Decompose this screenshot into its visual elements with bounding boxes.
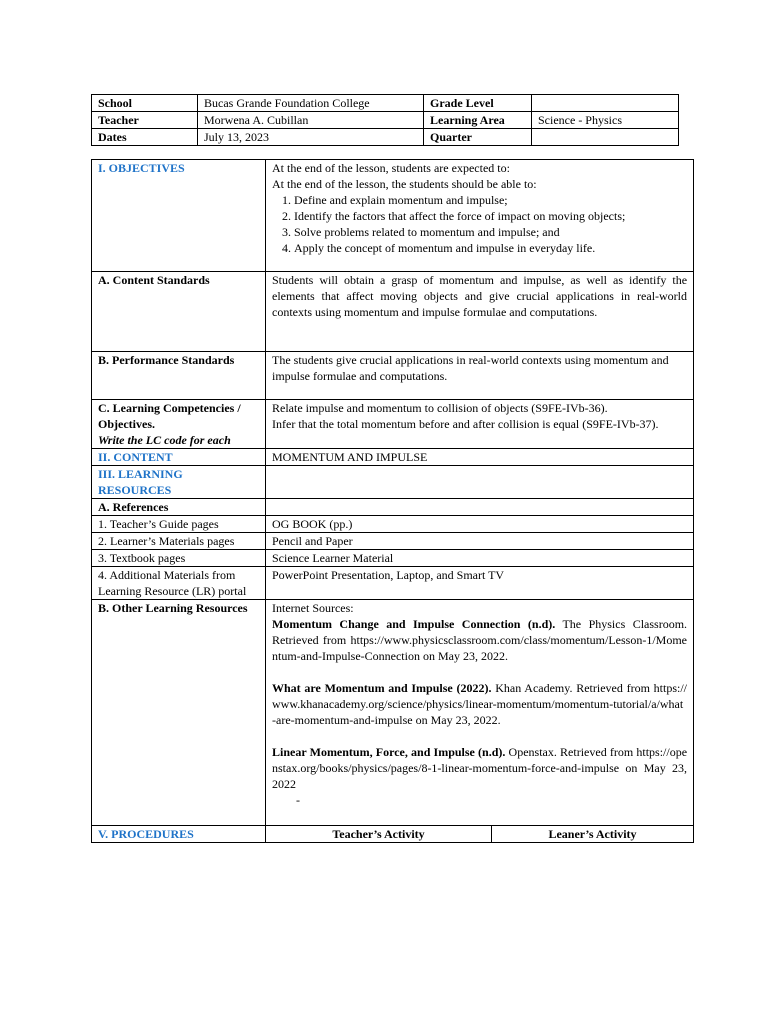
source-entry: [272, 616, 687, 664]
school-value: Bucas Grande Foundation College: [198, 95, 424, 112]
dates-value: July 13, 2023: [198, 129, 424, 146]
internet-sources-heading: Internet Sources:: [272, 601, 354, 615]
trailing-dash: -: [296, 793, 300, 807]
procedures-label: V. PROCEDURES: [92, 826, 266, 843]
learning-resources-value: [266, 466, 694, 499]
source-title: What are Momentum and Impulse (2022).: [272, 681, 492, 695]
source-publisher: Openstax. Retrieved from: [505, 745, 634, 759]
objectives-label: I. OBJECTIVES: [92, 160, 266, 272]
source-entry: [272, 744, 687, 792]
quarter-value: [532, 129, 679, 146]
competencies-label-main: C. Learning Competencies / Objectives.: [98, 401, 241, 431]
lesson-plan-table: [91, 159, 694, 843]
objectives-intro-1: At the end of the lesson, students are expected to:: [272, 161, 510, 175]
learning-area-value: Science - Physics: [532, 112, 679, 129]
resource-row-label: 1. Teacher’s Guide pages: [92, 516, 266, 533]
resource-row-label: 4. Additional Materials from Learning Resource (LR) portal: [92, 567, 266, 600]
source-date: on May 23, 2022.: [412, 713, 501, 727]
grade-level-value: [532, 95, 679, 112]
learner-activity-header: Leaner’s Activity: [492, 826, 694, 843]
objectives-list: [272, 192, 687, 256]
objectives-intro-2: At the end of the lesson, the students should be able to:: [272, 177, 537, 191]
competencies-label: [92, 400, 266, 449]
other-resources-label: B. Other Learning Resources: [92, 600, 266, 826]
resource-row-value: PowerPoint Presentation, Laptop, and Smart TV: [266, 567, 694, 600]
dates-label: Dates: [92, 129, 198, 146]
source-publisher: The Physics Classroom. Retrieved from: [272, 617, 688, 647]
performance-standards-text: The students give crucial applications in real-world contexts using momentum and impulse formulae and computations.: [266, 352, 694, 400]
source-publisher: Khan Academy. Retrieved from: [491, 681, 650, 695]
source-entry: [272, 680, 687, 728]
objectives-content: [266, 160, 694, 272]
content-standards-label: A. Content Standards: [92, 272, 266, 352]
competency-line: Relate impulse and momentum to collision of objects (S9FE-IVb-36).: [272, 401, 608, 415]
objective-item: 2. Identify the factors that affect the force of impact on moving objects;: [294, 208, 687, 224]
references-label: A. References: [92, 499, 266, 516]
references-value: [266, 499, 694, 516]
source-title: Momentum Change and Impulse Connection (n.d).: [272, 617, 556, 631]
teacher-value: Morwena A. Cubillan: [198, 112, 424, 129]
quarter-label: Quarter: [424, 129, 532, 146]
performance-standards-label: B. Performance Standards: [92, 352, 266, 400]
header-table: [91, 94, 679, 146]
source-url[interactable]: https://www.khanacademy.org/science/physics/linear-momentum/momentum-tutorial/a/what-are-momentum-and-impulse: [272, 681, 688, 727]
objective-item: 1. Define and explain momentum and impulse;: [294, 192, 687, 208]
resource-row-label: 2. Learner’s Materials pages: [92, 533, 266, 550]
competency-line: Infer that the total momentum before and after collision is equal (S9FE-IVb-37).: [272, 417, 659, 431]
other-resources-content: [266, 600, 694, 826]
objective-item: 4. Apply the concept of momentum and impulse in everyday life.: [294, 240, 687, 256]
source-url[interactable]: https://www.physicsclassroom.com/class/momentum/Lesson-1/Momentum-and-Impulse-Connection: [272, 633, 688, 663]
content-standards-text: Students will obtain a grasp of momentum and impulse, as well as identify the elements that affect moving objects and give crucial applications in real-world contexts using momentum and impulse formulae and computations.: [266, 272, 694, 352]
learning-area-label: Learning Area: [424, 112, 532, 129]
school-label: School: [92, 95, 198, 112]
competencies-label-note: Write the LC code for each: [98, 433, 231, 447]
competencies-content: [266, 400, 694, 449]
objective-item: 3. Solve problems related to momentum and impulse; and: [294, 224, 687, 240]
source-date: on May 23, 2022.: [419, 649, 508, 663]
content-label: II. CONTENT: [92, 449, 266, 466]
content-value: MOMENTUM AND IMPULSE: [266, 449, 694, 466]
source-url[interactable]: https://openstax.org/books/physics/pages/8-1-linear-momentum-force-and-impulse: [272, 745, 688, 775]
grade-level-label: Grade Level: [424, 95, 532, 112]
resource-row-value: OG BOOK (pp.): [266, 516, 694, 533]
source-date: on May 23, 2022: [272, 761, 688, 791]
teacher-activity-header: Teacher’s Activity: [266, 826, 492, 843]
resource-row-value: Pencil and Paper: [266, 533, 694, 550]
source-title: Linear Momentum, Force, and Impulse (n.d).: [272, 745, 506, 759]
teacher-label: Teacher: [92, 112, 198, 129]
resource-row-label: 3. Textbook pages: [92, 550, 266, 567]
learning-resources-label: III. LEARNING RESOURCES: [92, 466, 266, 499]
resource-row-value: Science Learner Material: [266, 550, 694, 567]
